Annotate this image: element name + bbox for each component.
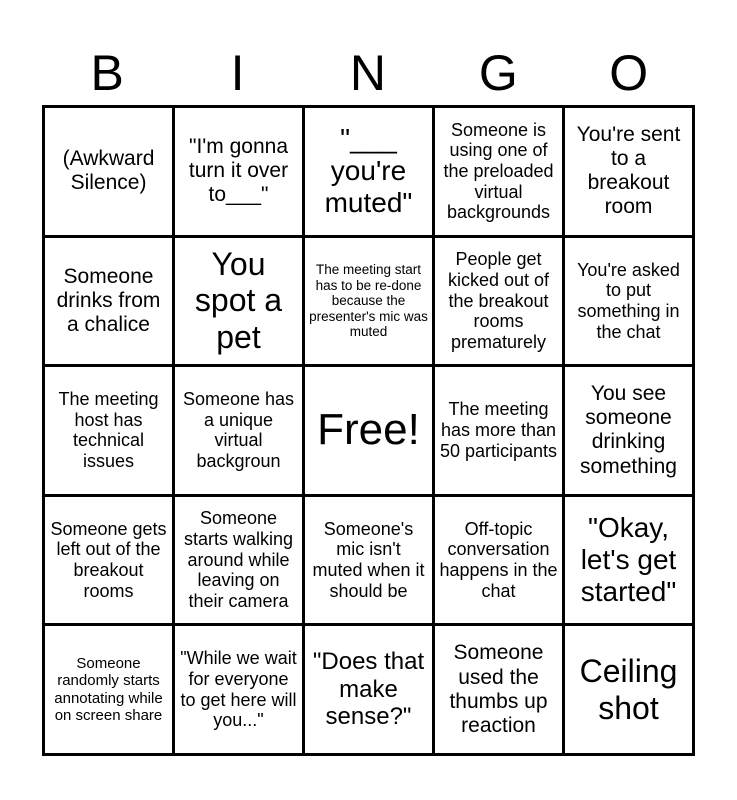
bingo-header xyxy=(42,40,694,106)
bingo-cell-r4-c2[interactable]: "Does that make sense?" xyxy=(305,626,432,753)
bingo-cell-r2-c3[interactable]: The meeting has more than 50 participants xyxy=(435,367,562,494)
bingo-board xyxy=(42,105,695,756)
header-letter-i: I xyxy=(230,45,245,101)
header-letter-b: B xyxy=(90,45,124,101)
header-letter-g: G xyxy=(478,45,518,101)
bingo-cell-r1-c4[interactable]: You're asked to put something in the chat xyxy=(565,238,692,365)
header-letter-o: O xyxy=(609,45,649,101)
bingo-cell-r3-c2[interactable]: Someone's mic isn't muted when it should be xyxy=(305,497,432,624)
bingo-cell-r2-c1[interactable]: Someone has a unique virtual backgroun xyxy=(175,367,302,494)
bingo-cell-r3-c3[interactable]: Off-topic conversation happens in the chat xyxy=(435,497,562,624)
bingo-cell-r0-c4[interactable]: You're sent to a breakout room xyxy=(565,108,692,235)
bingo-cell-r4-c4[interactable]: Ceiling shot xyxy=(565,626,692,753)
bingo-cell-r4-c0[interactable]: Someone randomly starts annotating while on screen share xyxy=(45,626,172,753)
bingo-cell-r0-c1[interactable]: "I'm gonna turn it over to___" xyxy=(175,108,302,235)
bingo-cell-r2-c4[interactable]: You see someone drinking something xyxy=(565,367,692,494)
bingo-cell-r0-c2[interactable]: "___ you're muted" xyxy=(305,108,432,235)
bingo-cell-r4-c3[interactable]: Someone used the thumbs up reaction xyxy=(435,626,562,753)
bingo-cell-r4-c1[interactable]: "While we wait for everyone to get here will you..." xyxy=(175,626,302,753)
header-letter-n: N xyxy=(349,45,387,101)
bingo-cell-r3-c1[interactable]: Someone starts walking around while leaving on their camera xyxy=(175,497,302,624)
bingo-cell-free[interactable]: Free! xyxy=(305,367,432,494)
bingo-cell-r0-c0[interactable]: (Awkward Silence) xyxy=(45,108,172,235)
bingo-cell-r0-c3[interactable]: Someone is using one of the preloaded virtual backgrounds xyxy=(435,108,562,235)
bingo-cell-r1-c3[interactable]: People get kicked out of the breakout rooms prematurely xyxy=(435,238,562,365)
bingo-cell-r3-c4[interactable]: "Okay, let's get started" xyxy=(565,497,692,624)
bingo-cell-r1-c0[interactable]: Someone drinks from a chalice xyxy=(45,238,172,365)
bingo-cell-r1-c2[interactable]: The meeting start has to be re-done because the presenter's mic was muted xyxy=(305,238,432,365)
bingo-cell-r1-c1[interactable]: You spot a pet xyxy=(175,238,302,365)
bingo-cell-r2-c0[interactable]: The meeting host has technical issues xyxy=(45,367,172,494)
bingo-cell-r3-c0[interactable]: Someone gets left out of the breakout rooms xyxy=(45,497,172,624)
